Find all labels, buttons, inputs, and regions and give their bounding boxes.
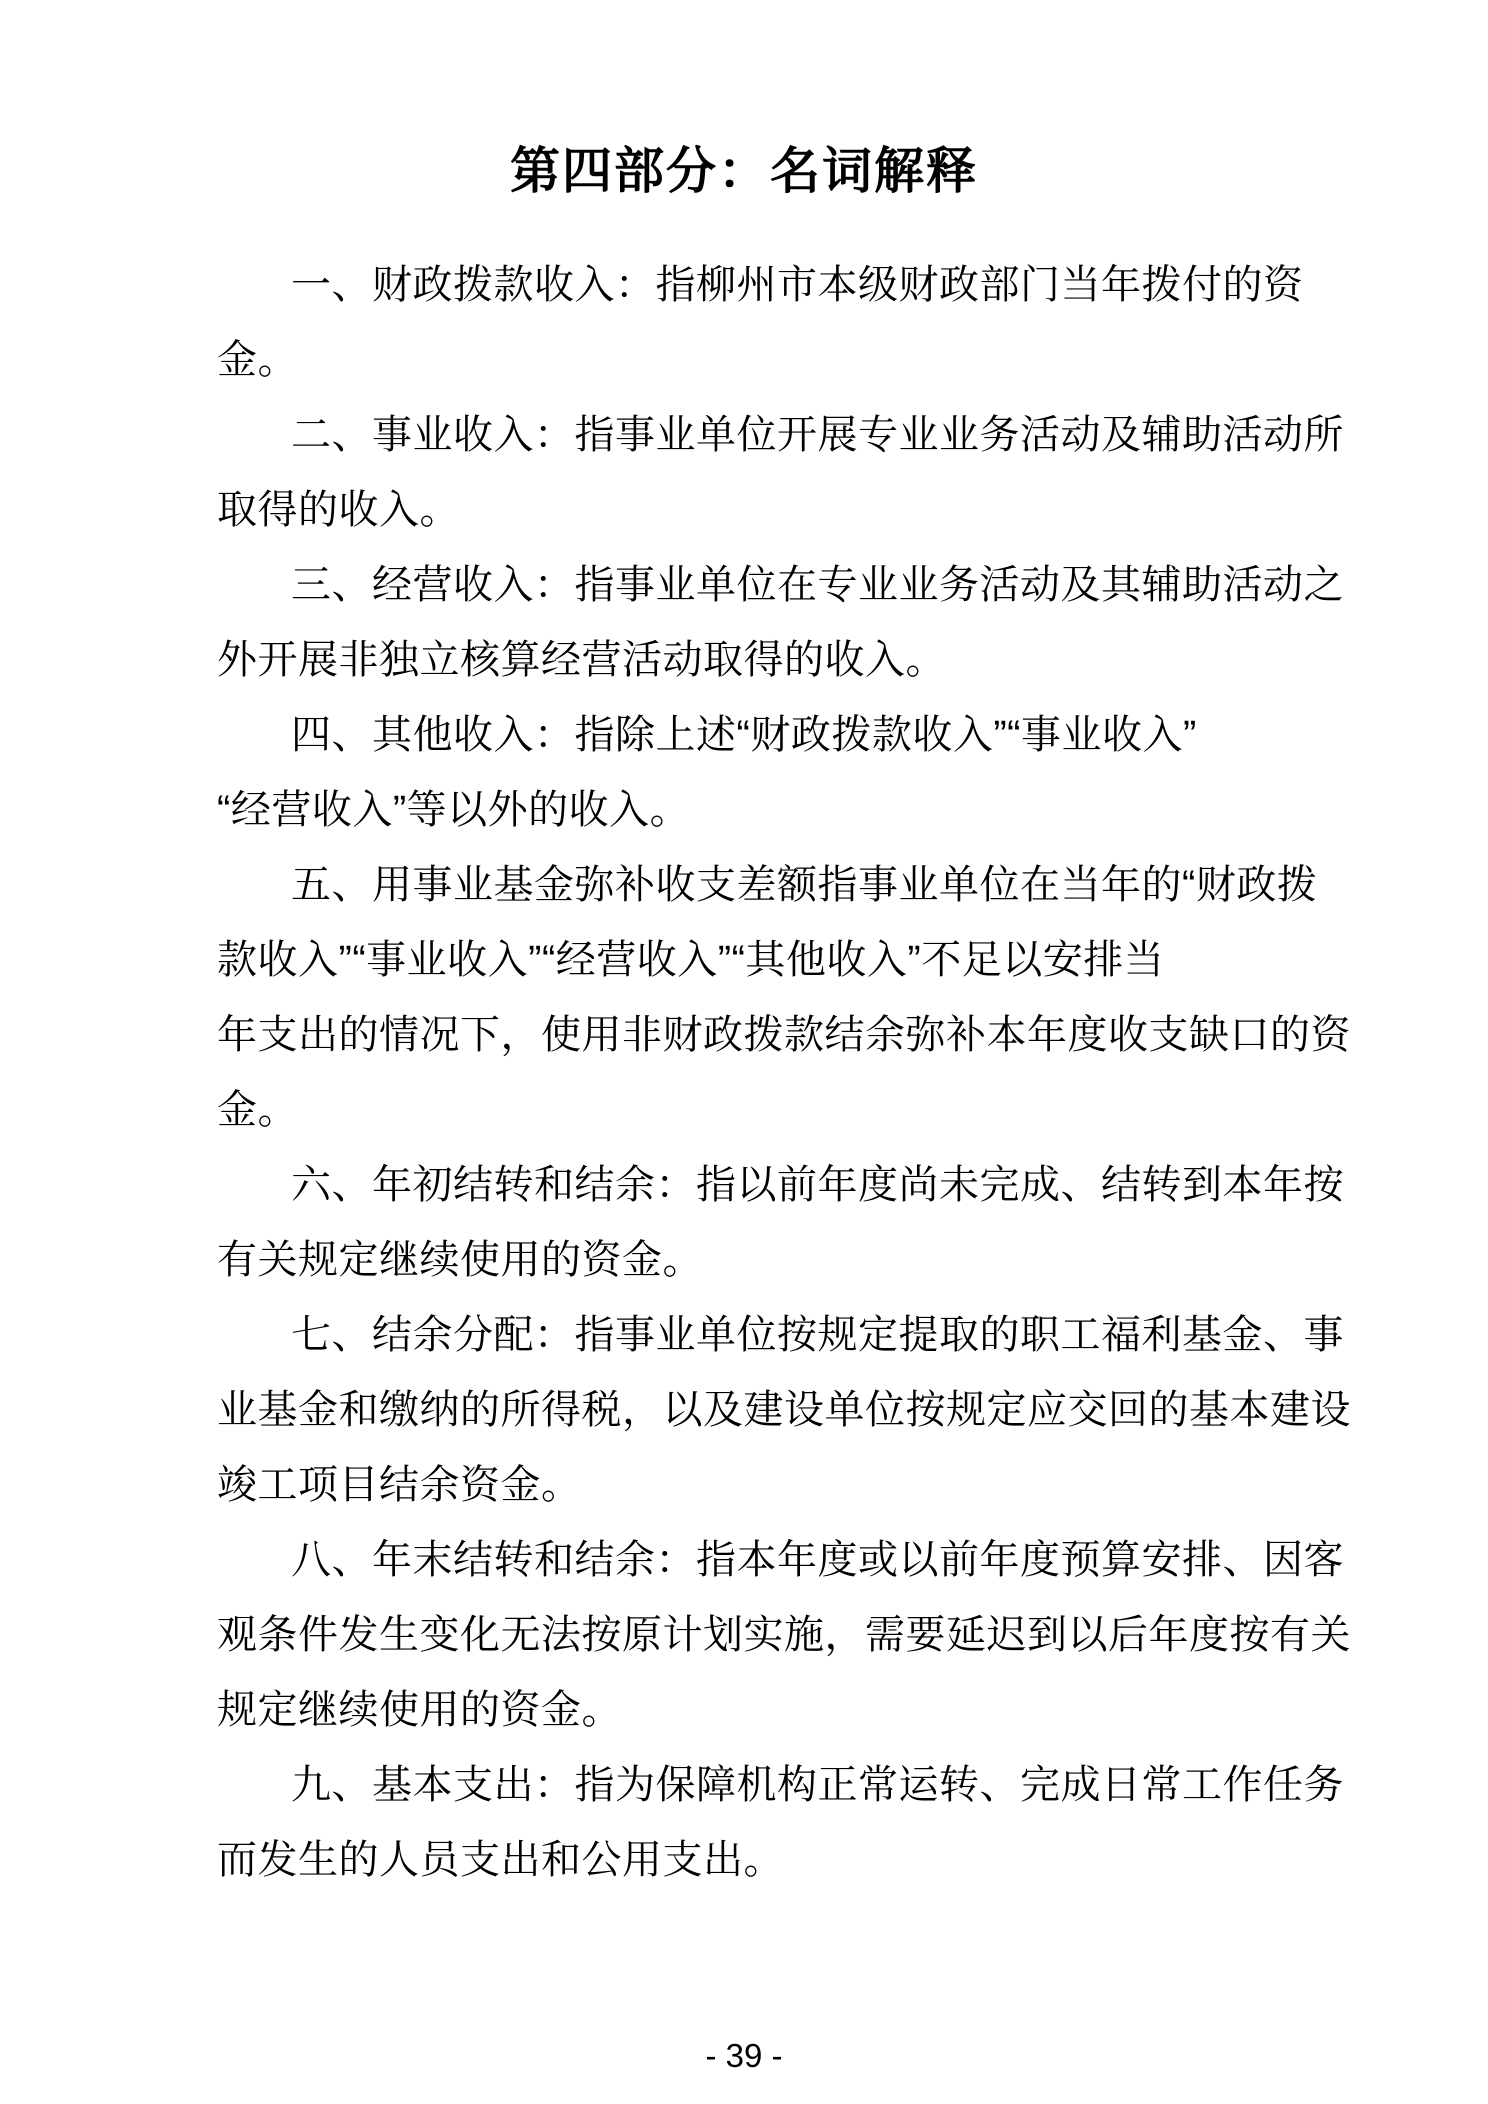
paragraph-2-line-2: 取得的收入。 xyxy=(217,488,460,532)
paragraph-6-line-2: 有关规定继续使用的资金。 xyxy=(217,1238,703,1282)
paragraph-4-line-1: 四、其他收入：指除上述“财政拨款收入”“事业收入” xyxy=(291,713,1197,757)
paragraph-6-line-1: 六、年初结转和结余：指以前年度尚未完成、结转到本年按 xyxy=(291,1163,1344,1207)
document-body xyxy=(217,248,1351,1898)
paragraph-7-line-2: 业基金和缴纳的所得税，以及建设单位按规定应交回的基本建设 xyxy=(217,1388,1351,1432)
paragraph-9-line-2: 而发生的人员支出和公用支出。 xyxy=(217,1838,784,1882)
paragraph-4-line-2: “经营收入”等以外的收入。 xyxy=(217,788,691,832)
paragraph-8-line-1: 八、年末结转和结余：指本年度或以前年度预算安排、因客 xyxy=(291,1538,1344,1582)
page-title: 第四部分：名词解释 xyxy=(510,143,978,199)
paragraph-3-line-1: 三、经营收入：指事业单位在专业业务活动及其辅助活动之 xyxy=(291,563,1344,607)
paragraph-5-line-3: 年支出的情况下，使用非财政拨款结余弥补本年度收支缺口的资 xyxy=(217,1013,1351,1057)
paragraph-1-line-1: 一、财政拨款收入：指柳州市本级财政部门当年拨付的资 xyxy=(291,263,1304,307)
paragraph-5-line-2: 款收入”“事业收入”“经营收入”“其他收入”不足以安排当 xyxy=(217,938,1165,982)
paragraph-1-line-2: 金。 xyxy=(217,338,298,382)
paragraph-5-line-1: 五、用事业基金弥补收支差额指事业单位在当年的“财政拨 xyxy=(291,863,1318,907)
paragraph-9-line-1: 九、基本支出：指为保障机构正常运转、完成日常工作任务 xyxy=(291,1763,1344,1807)
paragraph-2-line-1: 二、事业收入：指事业单位开展专业业务活动及辅助活动所 xyxy=(291,413,1344,457)
paragraph-7-line-1: 七、结余分配：指事业单位按规定提取的职工福利基金、事 xyxy=(291,1313,1344,1357)
paragraph-3-line-2: 外开展非独立核算经营活动取得的收入。 xyxy=(217,638,946,682)
page-number: - 39 - xyxy=(705,2037,783,2074)
paragraph-8-line-2: 观条件发生变化无法按原计划实施，需要延迟到以后年度按有关 xyxy=(217,1613,1351,1657)
paragraph-7-line-3: 竣工项目结余资金。 xyxy=(217,1463,582,1507)
paragraph-8-line-3: 规定继续使用的资金。 xyxy=(217,1688,622,1732)
paragraph-5-line-4: 金。 xyxy=(217,1088,298,1132)
